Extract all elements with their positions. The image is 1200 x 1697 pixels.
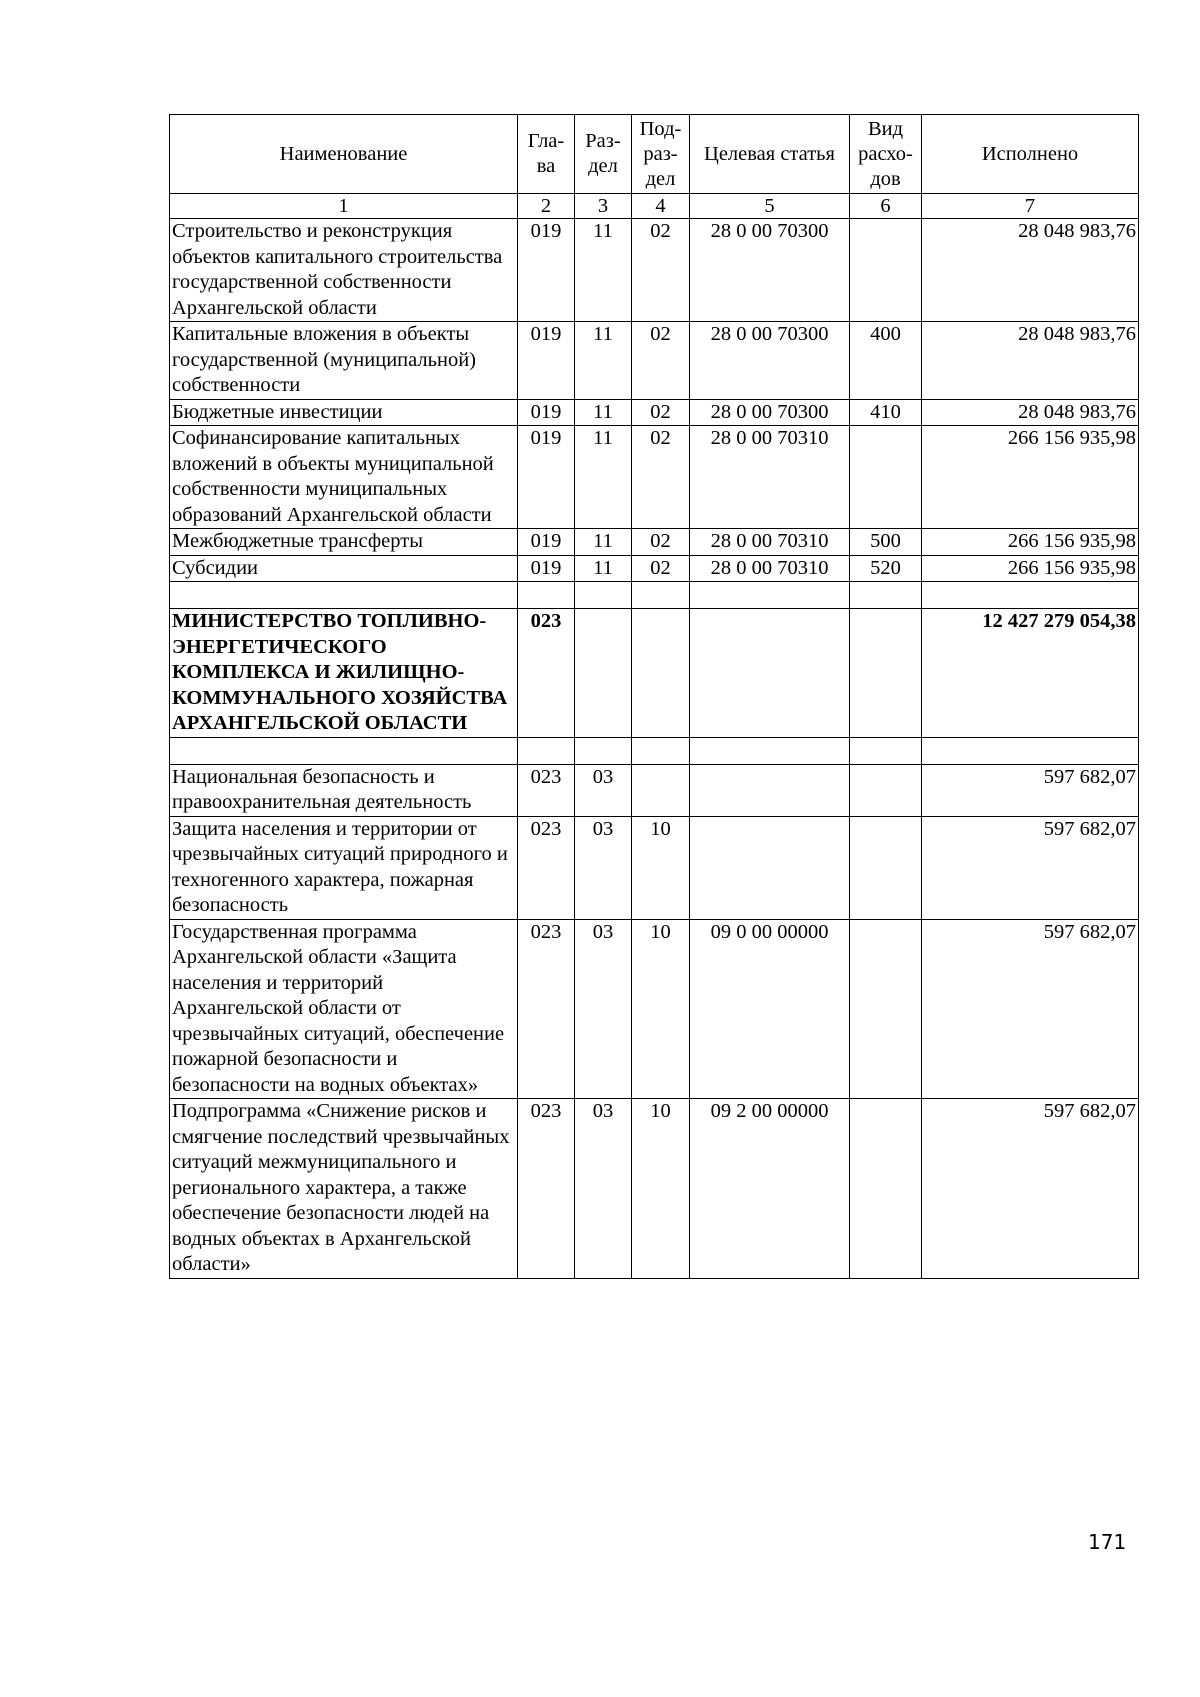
row-name: Субсидии: [170, 555, 518, 582]
row-amount: 597 682,07: [922, 1099, 1139, 1279]
row-expense-type: 520: [850, 555, 922, 582]
row-section: 03: [575, 816, 632, 919]
row-section: 11: [575, 555, 632, 582]
header-chapter: Гла-ва: [518, 115, 575, 194]
row-expense-type: [850, 609, 922, 738]
row-name: Подпрограмма «Снижение рисков и смягчение последствий чрезвычайных ситуаций межмуниципального и регионального характера, а также обеспечение безопасности людей на водных объектах в Архангельской области»: [170, 1099, 518, 1279]
row-name: Бюджетные инвестиции: [170, 399, 518, 426]
row-chapter: 019: [518, 426, 575, 529]
row-chapter: 019: [518, 529, 575, 556]
row-amount: 28 048 983,76: [922, 322, 1139, 400]
row-name: Национальная безопасность и правоохранительная деятельность: [170, 764, 518, 816]
table-row: [170, 426, 1139, 529]
row-subsection: [632, 582, 690, 609]
row-name: Межбюджетные трансферты: [170, 529, 518, 556]
row-subsection: 10: [632, 919, 690, 1099]
table-row: [170, 219, 1139, 322]
row-amount: [922, 582, 1139, 609]
column-number: 2: [518, 194, 575, 219]
row-name: МИНИСТЕРСТВО ТОПЛИВНО-ЭНЕРГЕТИЧЕСКОГО КОМПЛЕКСА И ЖИЛИЩНО-КОММУНАЛЬНОГО ХОЗЯЙСТВА АРХАНГЕЛЬСКОЙ ОБЛАСТИ: [170, 609, 518, 738]
row-subsection: 02: [632, 426, 690, 529]
row-chapter: 019: [518, 399, 575, 426]
row-name: Защита населения и территории от чрезвычайных ситуаций природного и техногенного характера, пожарная безопасность: [170, 816, 518, 919]
column-number: 4: [632, 194, 690, 219]
row-amount: [922, 737, 1139, 764]
row-subsection: 10: [632, 816, 690, 919]
row-chapter: [518, 582, 575, 609]
row-chapter: 023: [518, 1099, 575, 1279]
row-name: Капитальные вложения в объекты государственной (муниципальной) собственности: [170, 322, 518, 400]
row-target-article: [690, 737, 850, 764]
row-target-article: [690, 582, 850, 609]
row-expense-type: 500: [850, 529, 922, 556]
table-row: [170, 1099, 1139, 1279]
header-executed: Исполнено: [922, 115, 1139, 194]
row-amount: 28 048 983,76: [922, 219, 1139, 322]
table-row: [170, 322, 1139, 400]
row-chapter: 023: [518, 764, 575, 816]
row-subsection: 02: [632, 529, 690, 556]
row-expense-type: 410: [850, 399, 922, 426]
row-expense-type: [850, 919, 922, 1099]
row-section: [575, 609, 632, 738]
header-expense-type: Вид расхо-дов: [850, 115, 922, 194]
row-name: Государственная программа Архангельской области «Защита населения и территорий Архангельской области от чрезвычайных ситуаций, обеспечение пожарной безопасности и безопасности на водных объектах»: [170, 919, 518, 1099]
column-number: 7: [922, 194, 1139, 219]
row-target-article: [690, 764, 850, 816]
row-expense-type: [850, 1099, 922, 1279]
row-chapter: 023: [518, 816, 575, 919]
row-section: 11: [575, 322, 632, 400]
row-target-article: 28 0 00 70310: [690, 555, 850, 582]
table-row: [170, 764, 1139, 816]
row-expense-type: 400: [850, 322, 922, 400]
row-amount: 597 682,07: [922, 816, 1139, 919]
row-section: [575, 582, 632, 609]
column-number: 5: [690, 194, 850, 219]
row-expense-type: [850, 764, 922, 816]
row-section: 11: [575, 426, 632, 529]
row-subsection: 02: [632, 555, 690, 582]
header-name: Наименование: [170, 115, 518, 194]
row-subsection: [632, 737, 690, 764]
row-amount: 597 682,07: [922, 764, 1139, 816]
table-row: [170, 609, 1139, 738]
row-amount: 12 427 279 054,38: [922, 609, 1139, 738]
row-expense-type: [850, 737, 922, 764]
row-target-article: [690, 816, 850, 919]
row-target-article: 28 0 00 70300: [690, 322, 850, 400]
table-row: [170, 582, 1139, 609]
header-section: Раз-дел: [575, 115, 632, 194]
row-amount: 597 682,07: [922, 919, 1139, 1099]
row-subsection: 10: [632, 1099, 690, 1279]
row-subsection: 02: [632, 322, 690, 400]
row-chapter: 023: [518, 919, 575, 1099]
table-row: [170, 816, 1139, 919]
row-target-article: 28 0 00 70300: [690, 219, 850, 322]
row-section: 11: [575, 399, 632, 426]
row-chapter: 019: [518, 322, 575, 400]
row-subsection: [632, 609, 690, 738]
row-expense-type: [850, 816, 922, 919]
row-name: Софинансирование капитальных вложений в объекты муниципальной собственности муниципальных образований Архангельской области: [170, 426, 518, 529]
row-expense-type: [850, 582, 922, 609]
row-subsection: 02: [632, 219, 690, 322]
row-section: 11: [575, 219, 632, 322]
row-name: [170, 582, 518, 609]
row-expense-type: [850, 426, 922, 529]
row-expense-type: [850, 219, 922, 322]
row-target-article: 28 0 00 70300: [690, 399, 850, 426]
row-chapter: 023: [518, 609, 575, 738]
table-row: [170, 737, 1139, 764]
column-number: 6: [850, 194, 922, 219]
row-subsection: [632, 764, 690, 816]
row-section: 11: [575, 529, 632, 556]
header-subsection: Под-раз-дел: [632, 115, 690, 194]
page-number: 171: [1088, 1530, 1127, 1554]
row-section: [575, 737, 632, 764]
table-row: [170, 919, 1139, 1099]
row-section: 03: [575, 919, 632, 1099]
column-number: 1: [170, 194, 518, 219]
row-chapter: [518, 737, 575, 764]
row-target-article: [690, 609, 850, 738]
row-amount: 266 156 935,98: [922, 555, 1139, 582]
row-section: 03: [575, 764, 632, 816]
table-row: [170, 399, 1139, 426]
header-target-article: Целевая статья: [690, 115, 850, 194]
row-name: [170, 737, 518, 764]
row-name: Строительство и реконструкция объектов капитального строительства государственной собственности Архангельской области: [170, 219, 518, 322]
row-amount: 28 048 983,76: [922, 399, 1139, 426]
row-chapter: 019: [518, 219, 575, 322]
row-target-article: 28 0 00 70310: [690, 426, 850, 529]
table-header-row: [170, 115, 1139, 194]
table-row: [170, 555, 1139, 582]
row-amount: 266 156 935,98: [922, 426, 1139, 529]
column-numbers-row: [170, 194, 1139, 219]
row-target-article: 09 2 00 00000: [690, 1099, 850, 1279]
column-number: 3: [575, 194, 632, 219]
row-target-article: 28 0 00 70310: [690, 529, 850, 556]
table-row: [170, 529, 1139, 556]
budget-table: [169, 114, 1139, 1279]
row-target-article: 09 0 00 00000: [690, 919, 850, 1099]
row-section: 03: [575, 1099, 632, 1279]
row-subsection: 02: [632, 399, 690, 426]
row-chapter: 019: [518, 555, 575, 582]
row-amount: 266 156 935,98: [922, 529, 1139, 556]
